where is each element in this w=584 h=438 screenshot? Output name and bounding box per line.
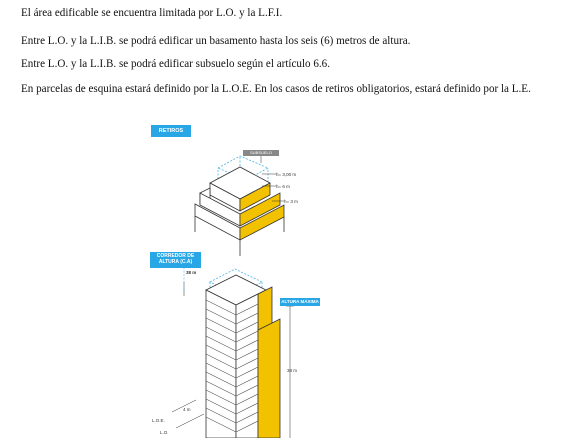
loe-label: L.O.E. [152,418,165,423]
dimension-a-label: h= 3,00 m [276,172,297,177]
paragraph-subsuelo: Entre L.O. y la L.I.B. se podrá edificar subsuelo según el artículo 6.6. [21,58,330,70]
small-building-diagram [195,156,284,256]
dimension-b-label: h= 6 m [276,184,290,189]
retiros-tag: RETIROS [151,125,191,137]
tower-diagram [206,269,280,438]
paragraph-basamento: Entre L.O. y la L.I.B. se podrá edificar un basamento hasta los seis (6) metros de altura. [21,35,411,47]
corredor-line2: ALTURA (C.A) [158,259,193,265]
height-38-label: 38 m [287,368,298,373]
paragraph-parcelas-esquina: En parcelas de esquina estará definido por la L.O.E. En los casos de retiros obligatorios, estará definido por la L.E. [21,83,531,95]
corredor-line1: CORREDOR DE [156,253,195,259]
corredor-tag [150,252,201,268]
paragraph-area-edificable: El área edificable se encuentra limitada por L.O. y la L.F.I. [21,7,283,19]
altura-maxima-tag: ALTURA MÁXIMA [281,299,319,304]
dimension-c-label: h= 3 m [284,199,298,204]
corredor-height-label: 38 m [186,270,197,275]
dimension-d-label: 4 m [183,407,191,412]
subsuelo-label: SUBSUELO [243,150,279,156]
lo-label: L.O. [160,430,169,435]
